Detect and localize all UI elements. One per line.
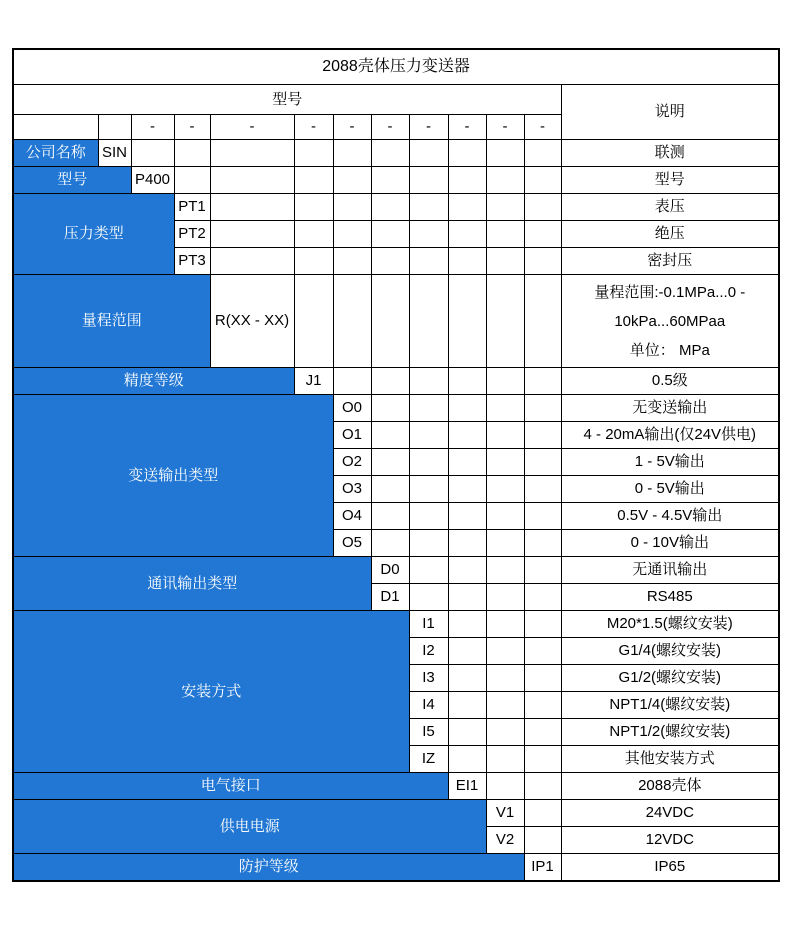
empty-cell — [409, 275, 448, 368]
empty-cell — [486, 275, 524, 368]
code-cell: I5 — [409, 719, 448, 746]
dash-cell: - — [294, 115, 333, 140]
code-cell: V1 — [486, 800, 524, 827]
empty-cell — [448, 194, 486, 221]
empty-cell — [210, 167, 294, 194]
section-label: 电气接口 — [13, 773, 448, 800]
empty-cell — [524, 194, 561, 221]
desc-line: 量程范围:-0.1MPa...0 - — [594, 283, 746, 301]
empty-cell — [174, 167, 210, 194]
desc-cell: 其他安装方式 — [561, 746, 779, 773]
empty-cell — [486, 530, 524, 557]
empty-cell — [448, 395, 486, 422]
empty-cell — [333, 275, 371, 368]
empty-cell — [448, 611, 486, 638]
code-cell: PT2 — [174, 221, 210, 248]
section-label: 通讯输出类型 — [13, 557, 371, 611]
desc-cell: NPT1/2(螺纹安装) — [561, 719, 779, 746]
empty-cell — [486, 584, 524, 611]
empty-cell — [486, 140, 524, 167]
desc-line: 10kPa...60MPaa — [614, 312, 726, 330]
code-cell: O3 — [333, 476, 371, 503]
empty-cell — [210, 194, 294, 221]
empty-cell — [371, 368, 409, 395]
empty-cell — [409, 584, 448, 611]
empty-cell — [371, 476, 409, 503]
empty-cell — [409, 557, 448, 584]
empty-cell — [294, 275, 333, 368]
desc-cell: 0 - 5V输出 — [561, 476, 779, 503]
table-row — [13, 194, 779, 221]
code-cell: IP1 — [524, 854, 561, 882]
table-row — [13, 800, 779, 827]
empty-cell — [486, 746, 524, 773]
empty-cell — [448, 746, 486, 773]
selection-table-body — [13, 140, 779, 882]
desc-cell: M20*1.5(螺纹安装) — [561, 611, 779, 638]
table-row — [13, 854, 779, 882]
empty-cell — [333, 140, 371, 167]
empty-cell — [448, 248, 486, 275]
code-cell: O4 — [333, 503, 371, 530]
empty-cell — [524, 395, 561, 422]
dash-cell: - — [524, 115, 561, 140]
empty-cell — [486, 395, 524, 422]
empty-cell — [409, 530, 448, 557]
empty-cell — [524, 476, 561, 503]
empty-cell — [486, 503, 524, 530]
desc-cell: 密封压 — [561, 248, 779, 275]
empty-cell — [371, 395, 409, 422]
empty-cell — [448, 449, 486, 476]
empty-cell — [524, 665, 561, 692]
desc-cell: 表压 — [561, 194, 779, 221]
empty-cell — [524, 827, 561, 854]
empty-cell — [448, 692, 486, 719]
code-cell: R(XX - XX) — [210, 275, 294, 368]
empty-cell — [371, 275, 409, 368]
empty-cell — [371, 449, 409, 476]
empty-cell — [409, 248, 448, 275]
empty-cell — [174, 140, 210, 167]
selection-table — [12, 48, 780, 882]
code-cell: I1 — [409, 611, 448, 638]
selection-table-head — [13, 49, 779, 140]
desc-cell: 无通讯输出 — [561, 557, 779, 584]
empty-cell — [371, 221, 409, 248]
empty-cell — [524, 773, 561, 800]
empty-cell — [294, 140, 333, 167]
empty-cell — [333, 221, 371, 248]
empty-cell — [486, 449, 524, 476]
empty-cell — [409, 503, 448, 530]
code-cell: O0 — [333, 395, 371, 422]
dash-cell: - — [371, 115, 409, 140]
empty-cell — [448, 221, 486, 248]
desc-cell: 1 - 5V输出 — [561, 449, 779, 476]
table-row — [13, 557, 779, 584]
table-row — [13, 395, 779, 422]
desc-cell: 无变送输出 — [561, 395, 779, 422]
desc-cell: 型号 — [561, 167, 779, 194]
empty-cell — [409, 368, 448, 395]
page-title: 2088壳体压力变送器 — [13, 49, 779, 85]
empty-cell — [448, 530, 486, 557]
dash-cell: - — [409, 115, 448, 140]
code-cell: D1 — [371, 584, 409, 611]
empty-cell — [448, 557, 486, 584]
desc-cell: 2088壳体 — [561, 773, 779, 800]
section-label: 安装方式 — [13, 611, 409, 773]
code-cell: EI1 — [448, 773, 486, 800]
empty-cell — [524, 692, 561, 719]
table-row — [13, 611, 779, 638]
section-label: 变送输出类型 — [13, 395, 333, 557]
table-row — [13, 85, 779, 115]
code-cell: PT1 — [174, 194, 210, 221]
empty-cell — [294, 194, 333, 221]
code-cell: J1 — [294, 368, 333, 395]
empty-cell — [524, 746, 561, 773]
code-cell: O5 — [333, 530, 371, 557]
empty-cell — [409, 140, 448, 167]
empty-cell — [409, 422, 448, 449]
spacer-cell — [13, 115, 98, 140]
empty-cell — [524, 140, 561, 167]
desc-cell: NPT1/4(螺纹安装) — [561, 692, 779, 719]
empty-cell — [409, 221, 448, 248]
empty-cell — [486, 368, 524, 395]
spacer-cell — [98, 115, 131, 140]
empty-cell — [486, 773, 524, 800]
empty-cell — [524, 800, 561, 827]
empty-cell — [524, 368, 561, 395]
empty-cell — [524, 584, 561, 611]
empty-cell — [486, 248, 524, 275]
empty-cell — [294, 248, 333, 275]
empty-cell — [371, 422, 409, 449]
section-label: 防护等级 — [13, 854, 524, 882]
empty-cell — [371, 248, 409, 275]
empty-cell — [448, 167, 486, 194]
desc-cell: G1/2(螺纹安装) — [561, 665, 779, 692]
empty-cell — [333, 248, 371, 275]
empty-cell — [486, 611, 524, 638]
code-cell: I4 — [409, 692, 448, 719]
empty-cell — [448, 422, 486, 449]
code-cell: O2 — [333, 449, 371, 476]
empty-cell — [409, 476, 448, 503]
empty-cell — [524, 422, 561, 449]
section-label: 精度等级 — [13, 368, 294, 395]
desc-cell: 4 - 20mA输出(仅24V供电) — [561, 422, 779, 449]
empty-cell — [486, 167, 524, 194]
empty-cell — [524, 557, 561, 584]
empty-cell — [409, 167, 448, 194]
desc-cell — [561, 275, 779, 368]
desc-cell: 绝压 — [561, 221, 779, 248]
empty-cell — [524, 503, 561, 530]
section-label: 公司名称 — [13, 140, 98, 167]
code-cell: O1 — [333, 422, 371, 449]
table-row — [13, 140, 779, 167]
desc-cell: G1/4(螺纹安装) — [561, 638, 779, 665]
code-cell: I3 — [409, 665, 448, 692]
empty-cell — [294, 167, 333, 194]
empty-cell — [448, 503, 486, 530]
empty-cell — [524, 719, 561, 746]
table-row — [13, 167, 779, 194]
desc-cell: RS485 — [561, 584, 779, 611]
empty-cell — [524, 221, 561, 248]
model-header-cell: 型号 — [13, 85, 561, 115]
empty-cell — [486, 194, 524, 221]
desc-cell: IP65 — [561, 854, 779, 882]
dash-cell: - — [448, 115, 486, 140]
empty-cell — [131, 140, 174, 167]
empty-cell — [210, 221, 294, 248]
empty-cell — [409, 194, 448, 221]
empty-cell — [333, 167, 371, 194]
desc-cell: 0.5V - 4.5V输出 — [561, 503, 779, 530]
empty-cell — [448, 476, 486, 503]
section-label: 量程范围 — [13, 275, 210, 368]
empty-cell — [524, 248, 561, 275]
empty-cell — [486, 719, 524, 746]
empty-cell — [448, 638, 486, 665]
empty-cell — [448, 719, 486, 746]
code-cell: V2 — [486, 827, 524, 854]
empty-cell — [524, 449, 561, 476]
code-cell: I2 — [409, 638, 448, 665]
code-cell: P400 — [131, 167, 174, 194]
dash-cell: - — [131, 115, 174, 140]
empty-cell — [486, 638, 524, 665]
dash-cell: - — [210, 115, 294, 140]
desc-cell: 联测 — [561, 140, 779, 167]
empty-cell — [486, 221, 524, 248]
empty-cell — [524, 611, 561, 638]
empty-cell — [486, 665, 524, 692]
dash-cell: - — [174, 115, 210, 140]
empty-cell — [486, 476, 524, 503]
empty-cell — [524, 530, 561, 557]
empty-cell — [371, 530, 409, 557]
code-cell: SIN — [98, 140, 131, 167]
table-row — [13, 368, 779, 395]
empty-cell — [333, 368, 371, 395]
empty-cell — [524, 275, 561, 368]
empty-cell — [409, 449, 448, 476]
empty-cell — [294, 221, 333, 248]
empty-cell — [333, 194, 371, 221]
empty-cell — [371, 167, 409, 194]
empty-cell — [524, 167, 561, 194]
empty-cell — [448, 665, 486, 692]
desc-cell: 24VDC — [561, 800, 779, 827]
code-cell: IZ — [409, 746, 448, 773]
empty-cell — [371, 194, 409, 221]
desc-line: 单位： MPa — [629, 341, 710, 359]
section-label: 供电电源 — [13, 800, 486, 854]
empty-cell — [524, 638, 561, 665]
empty-cell — [448, 140, 486, 167]
desc-cell: 0 - 10V输出 — [561, 530, 779, 557]
code-cell: PT3 — [174, 248, 210, 275]
dash-cell: - — [486, 115, 524, 140]
section-label: 型号 — [13, 167, 131, 194]
desc-header-cell: 说明 — [561, 85, 779, 140]
empty-cell — [448, 584, 486, 611]
dash-cell: - — [333, 115, 371, 140]
empty-cell — [371, 503, 409, 530]
table-row — [13, 275, 779, 368]
empty-cell — [210, 248, 294, 275]
empty-cell — [409, 395, 448, 422]
desc-cell: 0.5级 — [561, 368, 779, 395]
section-label: 压力类型 — [13, 194, 174, 275]
empty-cell — [486, 692, 524, 719]
code-cell: D0 — [371, 557, 409, 584]
table-row — [13, 773, 779, 800]
empty-cell — [371, 140, 409, 167]
empty-cell — [448, 368, 486, 395]
empty-cell — [486, 557, 524, 584]
empty-cell — [486, 422, 524, 449]
empty-cell — [210, 140, 294, 167]
empty-cell — [448, 275, 486, 368]
table-row — [13, 49, 779, 85]
desc-cell: 12VDC — [561, 827, 779, 854]
